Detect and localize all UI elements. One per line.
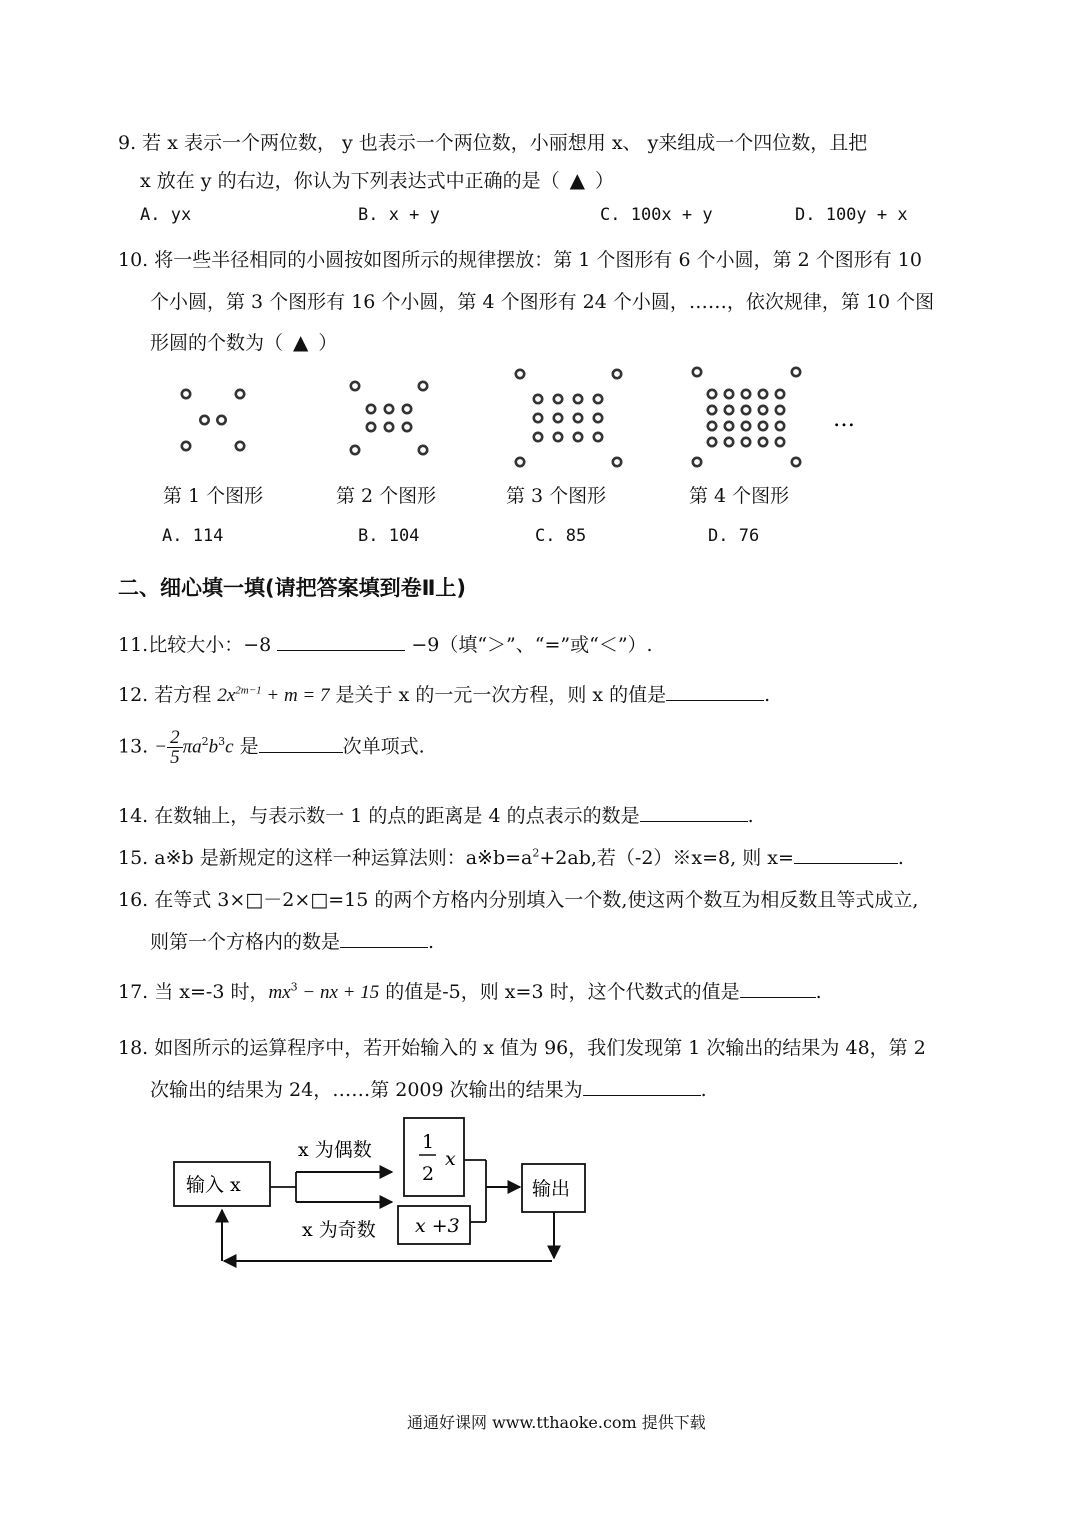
q13-fraction <box>167 728 183 767</box>
corner-circle <box>516 370 524 378</box>
q12-exp: 2m−1 <box>235 684 262 697</box>
q13-prefix: 13. <box>118 735 149 758</box>
inner-circle <box>554 433 562 441</box>
inner-circle <box>776 422 784 430</box>
corner-circle <box>236 390 244 398</box>
corner-circle <box>693 458 701 466</box>
q12-var: x <box>226 685 236 706</box>
q17-suffix: 的值是-5，则 x=3 时，这个代数式的值是 <box>379 981 740 1003</box>
q11-right: −9 <box>411 634 440 656</box>
q12-prefix: 12. 若方程 <box>118 684 212 706</box>
even-label: x 为偶数 <box>298 1139 372 1161</box>
inner-circle <box>742 406 750 414</box>
corner-circle <box>792 458 800 466</box>
inner-circle <box>725 438 733 446</box>
q17-expr-b: − nx + 15 <box>297 982 380 1003</box>
inner-circle <box>367 423 375 431</box>
inner-circle <box>574 433 582 441</box>
inner-circle <box>725 422 733 430</box>
inner-circle <box>776 438 784 446</box>
inner-circle <box>554 395 562 403</box>
q9-option-d: D. 100y + x <box>795 205 908 225</box>
q17-prefix: 17. 当 x=-3 时， <box>118 981 269 1003</box>
q9-stem: x 放在 y 的右边，你认为下列表达式中正确的是（ <box>140 170 560 192</box>
odd-label: x 为奇数 <box>302 1219 376 1241</box>
inner-circle <box>217 416 225 424</box>
q13-suffix: 次单项式. <box>342 735 425 758</box>
q15-end: . <box>897 847 904 869</box>
q11-left: −8 <box>243 634 272 656</box>
figure-1-circles <box>182 390 244 450</box>
q9-line2 <box>140 166 614 193</box>
inner-circle <box>708 438 716 446</box>
plus3-label: x +3 <box>415 1215 460 1237</box>
q16-line2 <box>150 927 434 954</box>
corner-circle <box>182 390 190 398</box>
q17-exp: 3 <box>290 980 298 994</box>
inner-circle <box>708 422 716 430</box>
q15-sup: 2 <box>532 846 540 860</box>
footer-credit: 通通好课网 www.tthaoke.com 提供下载 <box>407 1413 706 1432</box>
q9-option-b: B. x + y <box>358 205 440 225</box>
figure-3-circles <box>516 370 621 466</box>
corner-circle <box>419 446 427 454</box>
figures-ellipsis: … <box>833 407 855 432</box>
q18-text: 次输出的结果为 24，……第 2009 次输出的结果为 <box>150 1079 583 1101</box>
answer-blank[interactable] <box>340 927 428 948</box>
input-label: 输入 x <box>186 1174 241 1196</box>
inner-circle <box>403 423 411 431</box>
q15-text: 15. a※b 是新规定的这样一种运算法则：a※b=a <box>118 847 533 869</box>
flowchart <box>160 1110 620 1275</box>
q16-end: . <box>428 931 435 953</box>
answer-blank[interactable] <box>259 732 343 753</box>
q18-line1: 18. 如图所示的运算程序中，若开始输入的 x 值为 96，我们发现第 1 次输出的结果为 48，第 2 <box>118 1037 926 1059</box>
q13-c: c <box>225 736 234 758</box>
inner-circle <box>574 395 582 403</box>
circle-pattern-figures <box>150 360 870 480</box>
q14-end: . <box>747 805 754 827</box>
inner-circle <box>776 390 784 398</box>
q11-hint: （填“＞”、“=”或“＜”）. <box>439 634 653 656</box>
q12-coef: 2 <box>217 685 227 706</box>
q17 <box>118 977 822 1004</box>
q12-suffix: 是关于 x 的一元一次方程，则 x 的值是 <box>335 684 667 706</box>
inner-circle <box>708 390 716 398</box>
answer-blank[interactable] <box>583 1075 701 1096</box>
inner-circle <box>594 414 602 422</box>
q10-line1: 10. 将一些半径相同的小圆按如图所示的规律摆放：第 1 个图形有 6 个小圆，第 2 个图形有 10 <box>118 249 922 271</box>
inner-circle <box>574 414 582 422</box>
figure-4-label: 第 4 个图形 <box>689 485 790 507</box>
corner-circle <box>236 442 244 450</box>
corner-circle <box>351 446 359 454</box>
q13-exp-b: 3 <box>218 735 226 749</box>
q10-option-d: D. 76 <box>708 526 760 546</box>
inner-circle <box>776 406 784 414</box>
inner-circle <box>385 405 393 413</box>
q9-close-paren: ） <box>594 170 614 192</box>
half-num: 1 <box>422 1131 435 1153</box>
inner-circle <box>200 416 208 424</box>
corner-circle <box>419 382 427 390</box>
corner-circle <box>693 368 701 376</box>
q12-end: . <box>764 684 771 706</box>
answer-blank[interactable] <box>666 680 764 701</box>
inner-circle <box>759 438 767 446</box>
inner-circle <box>594 433 602 441</box>
inner-circle <box>534 395 542 403</box>
corner-circle <box>182 442 190 450</box>
inner-circle <box>725 406 733 414</box>
inner-circle <box>725 390 733 398</box>
q13-b: b <box>208 736 219 758</box>
corner-circle <box>792 368 800 376</box>
corner-circle <box>613 458 621 466</box>
inner-circle <box>594 395 602 403</box>
q17-end: . <box>815 981 822 1003</box>
q13-num: 2 <box>167 728 183 748</box>
q9-line1: 9. 若 x 表示一个两位数， y 也表示一个两位数，小丽想用 x、 y来组成一个四位数，且把 <box>118 132 868 154</box>
q10-stem: 形圆的个数为（ <box>150 332 284 354</box>
answer-mark-triangle: ▲ <box>569 168 585 192</box>
q13-mid: 是 <box>233 735 259 758</box>
half-var: x <box>445 1148 456 1170</box>
q11 <box>118 630 653 657</box>
figure-3-label: 第 3 个图形 <box>506 485 607 507</box>
q15-text2: +2ab,若（-2）※x=8, 则 x= <box>539 847 794 869</box>
q11-prefix: 11.比较大小： <box>118 634 244 656</box>
q10-option-a: A. 114 <box>162 526 224 546</box>
q13-den: 5 <box>170 747 180 768</box>
q9-option-c: C. 100x + y <box>600 205 713 225</box>
inner-circle <box>385 423 393 431</box>
answer-mark-triangle: ▲ <box>293 330 309 354</box>
q17-expr-a: mx <box>268 982 291 1003</box>
q14 <box>118 801 754 828</box>
q13-pi-a: πa <box>182 736 202 758</box>
inner-circle <box>367 405 375 413</box>
inner-circle <box>403 405 411 413</box>
figure-4-circles <box>693 368 800 466</box>
inner-circle <box>759 422 767 430</box>
inner-circle <box>554 414 562 422</box>
answer-blank[interactable] <box>740 977 816 998</box>
q18-line2 <box>150 1075 707 1102</box>
q10-option-b: B. 104 <box>358 526 420 546</box>
q10-option-c: C. 85 <box>535 526 587 546</box>
inner-circle <box>759 390 767 398</box>
inner-circle <box>742 438 750 446</box>
inner-circle <box>742 422 750 430</box>
q13-exp-a: 2 <box>201 735 209 749</box>
q15 <box>118 843 904 870</box>
q10-line3 <box>150 328 337 355</box>
q10-line2: 个小圆，第 3 个图形有 16 个小圆，第 4 个图形有 24 个小圆，……，依次规律，第 10 个图 <box>150 291 935 313</box>
inner-circle <box>534 414 542 422</box>
figure-1-label: 第 1 个图形 <box>163 485 264 507</box>
q18-end: . <box>700 1079 707 1101</box>
answer-blank[interactable] <box>277 630 405 651</box>
inner-circle <box>534 433 542 441</box>
figure-2-circles <box>351 382 427 454</box>
section-2-title: 二、细心填一填(请把答案填到卷Ⅱ上) <box>118 576 467 600</box>
q14-text: 14. 在数轴上，与表示数一 1 的点的距离是 4 的点表示的数是 <box>118 805 640 827</box>
q13-neg: − <box>154 736 168 758</box>
output-label: 输出 <box>532 1178 571 1200</box>
q12 <box>118 680 770 707</box>
q12-eq-rest: + m = 7 <box>261 685 330 706</box>
inner-circle <box>759 406 767 414</box>
inner-circle <box>708 406 716 414</box>
q10-close-paren: ） <box>318 332 338 354</box>
corner-circle <box>613 370 621 378</box>
q9-option-a: A. yx <box>140 205 192 225</box>
inner-circle <box>742 390 750 398</box>
corner-circle <box>516 458 524 466</box>
half-den: 2 <box>422 1163 435 1185</box>
figure-2-label: 第 2 个图形 <box>336 485 437 507</box>
q16-line1: 16. 在等式 3×□－2×□=15 的两个方格内分别填入一个数,使这两个数互为相反数且等式成立, <box>118 889 919 911</box>
q16-text: 则第一个方格内的数是 <box>150 931 341 953</box>
q13 <box>118 728 425 767</box>
answer-blank[interactable] <box>640 801 748 822</box>
corner-circle <box>351 382 359 390</box>
answer-blank[interactable] <box>794 843 898 864</box>
